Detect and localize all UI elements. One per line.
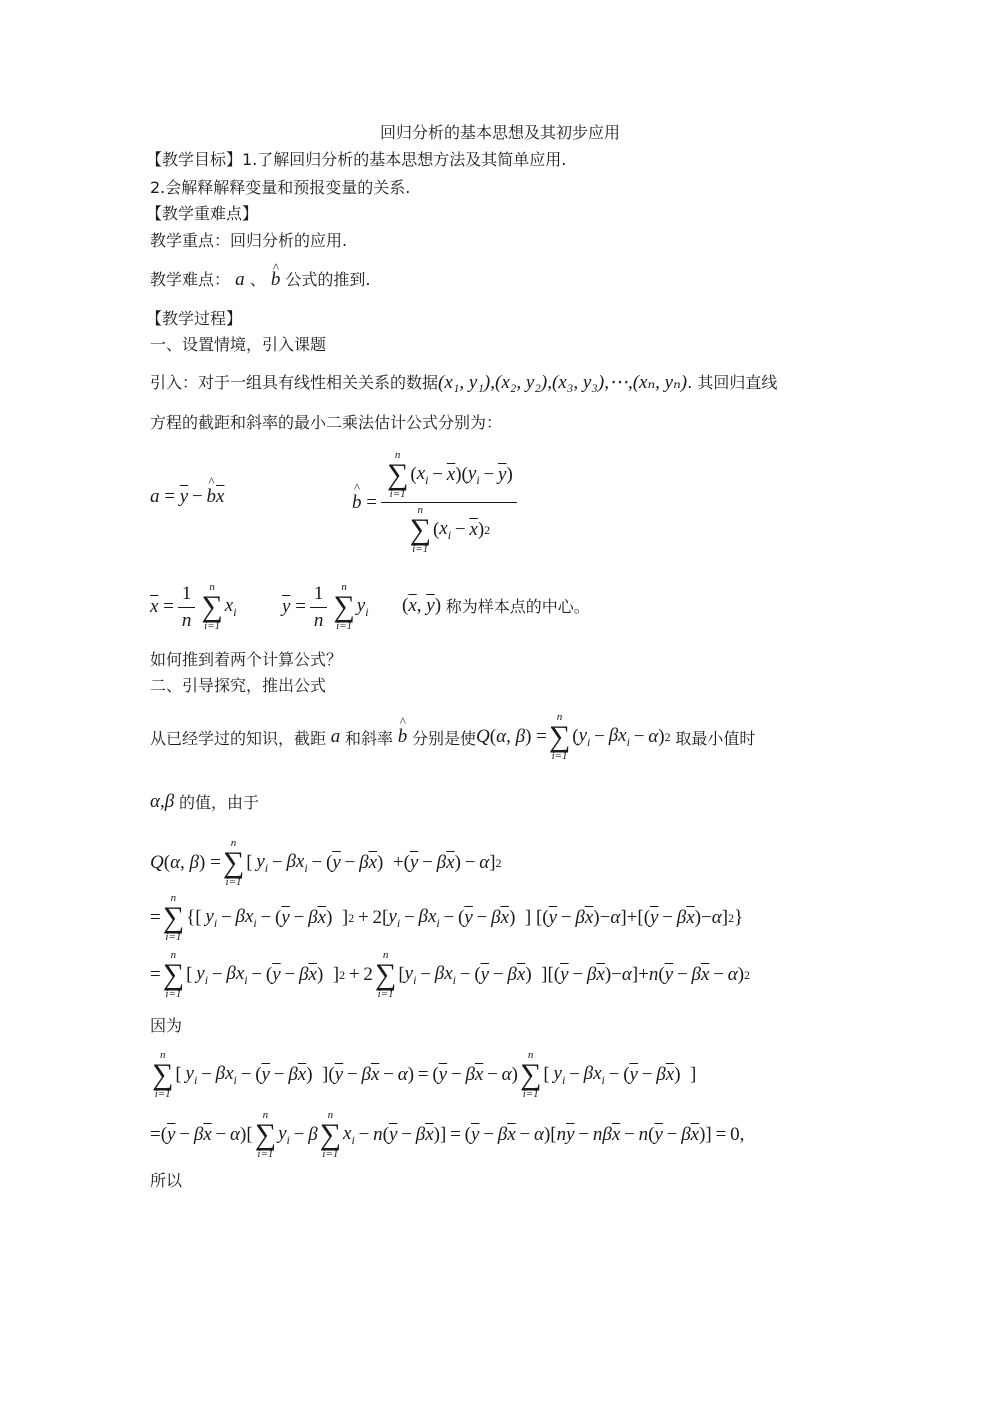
process-label: 【教学过程】	[146, 309, 243, 328]
difficulty-sep: 、	[249, 270, 266, 289]
key-points-label: 【教学重难点】	[146, 204, 259, 223]
formula-x-mean: $\overline{x}$ = $\frac{1}{n}$ n ∑ i=1 $x_i$	[150, 581, 237, 632]
derive-line: 从已经学过的知识，截距 a 和斜率 ^ b 分别是使 Q ( α , β ) = n ∑ i=1 ( $y_i$ − $\beta x_i$ − α ) 2 取最小值时	[150, 712, 755, 762]
derivation-step-2: = n ∑ i=1 {[ $y_i$ − $\beta x_i$ − ( $\overline{y}$ − β $\overline{x}$ ) ] 2 + 2[ $y_i$ − $\beta x_i$ − ( $\overline{y}$ − β $\overline{x}$ ) ] [( $\overline{y}$ − β $\overline{x}$ )− α ]+[( $\overline{y}$ − β $\overline{x}$ )− α ] 2 }	[150, 892, 744, 943]
derivation-step-3: = n ∑ i=1 [ $y_i$ − $\beta x_i$ − ( $\overline{y}$ − β $\overline{x}$ ) ] 2 + 2 n ∑ i=1 [ $y_i$ − $\beta x_i$ − ( $\overline{y}$ − β $\overline{x}$ ) ][( $\overline{y}$ − β $\overline{x}$ )− α ]+ n ( $\overline{y}$ − β $\overline{x}$ − α ) 2	[150, 949, 751, 1000]
difficulty-prefix: 教学难点：	[150, 270, 231, 289]
intro-prefix: 引入：对于一组具有线性相关关系的数据	[150, 373, 439, 392]
var-a: a	[235, 269, 245, 290]
objective-1: 1.了解回归分析的基本思想方法及其简单应用.	[242, 150, 567, 169]
center-text: 称为样本点的中心。	[445, 597, 590, 616]
difficulty-line	[150, 270, 371, 290]
derivation-step-5: =( $\overline{y}$ − β $\overline{x}$ − α )[ n ∑ i=1 $y_i$ − β n ∑ i=1 $x_i$ − n ( $\overline{y}$ − β $\overline{x}$ )] = ( $\overline{y}$ − β $\overline{x}$ − α )[ n $\overline{y}$ − nβ $\overline{x}$ − n ( $\overline{y}$ − β $\overline{x}$ )] = 0,	[150, 1109, 745, 1160]
sample-center: ( $\overline{x}$ , $\overline{y}$ ) 称为样本点的中心。	[402, 594, 590, 616]
intro-line-2: 方程的截距和斜率的最小二乘法估计公式分别为：	[150, 413, 503, 432]
section-2-heading: 二、引导探究，推出公式	[150, 676, 327, 695]
objectives-line	[146, 150, 566, 170]
derivation-step-4: n ∑ i=1 [ $y_i$ − $\beta x_i$ − ( $\overline{y}$ − β $\overline{x}$ ) ]( $\overline{y}$ − β $\overline{x}$ − α ) = ( $\overline{y}$ − β $\overline{x}$ − α ) n ∑ i=1 [ $y_i$ − $\beta x_i$ − ( $\overline{y}$ − β $\overline{x}$ ) ]	[152, 1049, 697, 1100]
formula-a: a = $\overline{y}$ − ^ b $\overline{x}$	[150, 486, 224, 508]
difficulty-suffix: 公式的推到.	[285, 270, 371, 289]
document-title: 回归分析的基本思想及其初步应用	[379, 123, 620, 142]
objective-2: 2.会解释解释变量和预报变量的关系.	[150, 178, 411, 197]
section-1-heading: 一、设置情境，引入课题	[150, 335, 327, 354]
formula-b: ^ b = n ∑ i=1 ( $x_i$ − $\overline{x}$ )( $y_i$ − $\overline{y}$ ) n ∑ i=1 ( $x_i$ − $\overline{x}$ ) 2	[352, 450, 521, 555]
intro-line	[150, 373, 777, 393]
therefore-label: 所以	[150, 1171, 183, 1190]
derivation-step-1: Q ( α , β ) = n ∑ i=1 [ $y_i$ − $\beta x_i$ − ( $\overline{y}$ − β $\overline{x}$ ) +( $\overline{y}$ − β $\overline{x}$ ) − α ] 2	[150, 837, 502, 888]
because-label: 因为	[150, 1016, 183, 1035]
intro-suffix: . 其回归直线	[687, 373, 778, 392]
key-point: 教学重点：回归分析的应用.	[150, 231, 348, 250]
formula-y-mean: $\overline{y}$ = $\frac{1}{n}$ n ∑ i=1 $y_i$	[282, 581, 369, 632]
objectives-label: 【教学目标】	[146, 150, 243, 169]
question: 如何推到着两个计算公式？	[150, 650, 343, 669]
intro-data: (x₁, y₁),(x₂, y₂),(x₃, y₃),⋯,(xₙ, yₙ)	[438, 372, 688, 393]
var-b-hat: ^ b	[271, 270, 281, 290]
formula-b-fraction: n ∑ i=1 ( $x_i$ − $\overline{x}$ )( $y_i$ − $\overline{y}$ ) n ∑ i=1 ( $x_i$ − $\overline{x}$ ) 2	[381, 450, 517, 555]
values-line: α,β 的值，由于	[150, 790, 259, 812]
